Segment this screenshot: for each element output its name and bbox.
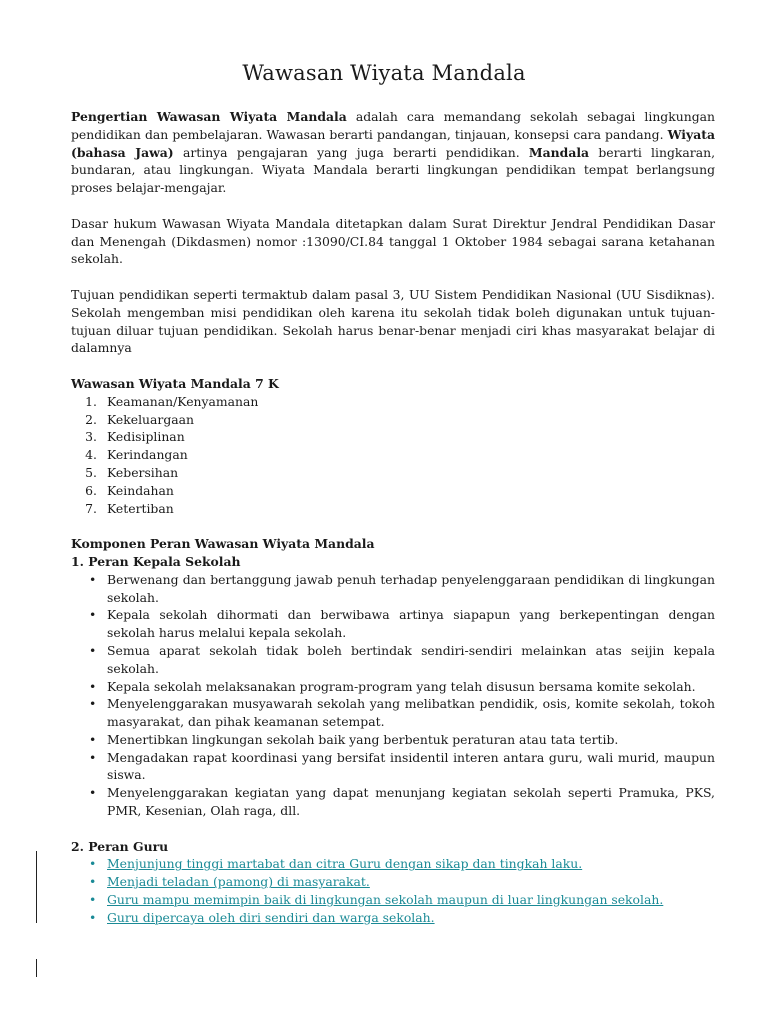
bullet-icon: • [89, 571, 97, 587]
guru-heading: 2. Peran Guru [71, 838, 169, 854]
kepala-sekolah-heading: 1. Peran Kepala Sekolah [71, 553, 241, 569]
list-item: • Kepala sekolah melaksanakan program-program yang telah disusun bersama komite sekolah. [89, 678, 696, 694]
list-item: 4. Kerindangan [85, 447, 188, 463]
bullet-icon: • [89, 642, 97, 658]
bullet-icon: • [89, 892, 97, 908]
list-item: 6. Keindahan [85, 482, 174, 498]
list-item: • Menyelenggarakan musyawarah sekolah yang melibatkan pendidik, osis, komite sekolah, tokoh masyarakat, dan pihak keamanan setempat. [89, 696, 715, 730]
dasar-hukum-paragraph: Dasar hukum Wawasan Wiyata Mandala ditetapkan dalam Surat Direktur Jendral Pendidikan Dasar dan Menengah (Dikdasmen) nomor :13090/CI.84 tanggal 1 Oktober 1984 sebagai sarana ketahanan sekolah. [71, 215, 715, 267]
tujuan-paragraph: Tujuan pendidikan seperti termaktub dalam pasal 3, UU Sistem Pendidikan Nasional (UU Sisdiknas). Sekolah mengemban misi pendidikan oleh karena itu sekolah tidak boleh digunakan untuk tujuan-tujuan diluar tujuan pendidikan. Sekolah harus benar-benar menjadi ciri khas masyarakat belajar di dalamnya [71, 286, 715, 356]
list-item: 1. Keamanan/Kenyamanan [85, 393, 259, 409]
bullet-icon: • [89, 696, 97, 712]
list-item-link[interactable]: • Guru mampu memimpin baik di lingkungan sekolah maupun di luar lingkungan sekolah. [89, 892, 664, 908]
list-item-link[interactable]: • Menjadi teladan (pamong) di masyarakat. [89, 874, 370, 890]
bullet-icon: • [89, 856, 97, 872]
intro-text-1: adalah cara memandang sekolah sebagai lingkungan pendidikan dan pembelajaran. Wawasan berarti pandangan, tinjauan, konsepsi cara pandang. [71, 109, 716, 142]
document-title: Wawasan Wiyata Mandala [242, 61, 526, 85]
list-item: • Kepala sekolah dihormati dan berwibawa artinya siapapun yang berkepentingan dengan sekolah harus melalui kepala sekolah. [89, 607, 715, 641]
bullet-icon: • [89, 678, 97, 694]
intro-term-wawasan: Pengertian Wawasan Wiyata Mandala [71, 109, 347, 124]
intro-paragraph [71, 108, 715, 197]
list-item: 7. Ketertiban [85, 500, 174, 516]
list-item: • Mengadakan rapat koordinasi yang bersifat insidentil interen antara guru, wali murid, maupun siswa. [89, 749, 715, 783]
list-item: • Berwenang dan bertanggung jawab penuh terhadap penyelenggaraan pendidikan di lingkungan sekolah. [89, 571, 715, 605]
intro-text-3: berarti lingkaran, bundaran, atau lingkungan. Wiyata Mandala berarti lingkungan pendidikan tempat berlangsung proses belajar-mengajar. [71, 144, 716, 196]
list-item: • Menertibkan lingkungan sekolah baik yang berbentuk peraturan atau tata tertib. [89, 731, 619, 747]
revision-bar [36, 851, 37, 923]
list-item: 5. Kebersihan [85, 464, 179, 480]
text-cursor [36, 959, 37, 977]
seven-k-list [71, 393, 715, 518]
intro-term-wiyata: Wiyata (bahasa Jawa) [71, 126, 715, 160]
list-item: • Menyelenggarakan kegiatan yang dapat menunjang kegiatan sekolah seperti Pramuka, PKS, PMR, Kesenian, Olah raga, dll. [89, 785, 715, 819]
document-body [71, 108, 715, 927]
seven-k-heading: Wawasan Wiyata Mandala 7 K [71, 375, 279, 391]
list-item-link[interactable]: • Guru dipercaya oleh diri sendiri dan warga sekolah. [89, 909, 435, 925]
bullet-icon: • [89, 785, 97, 801]
bullet-icon: • [89, 749, 97, 765]
kepala-sekolah-list [71, 571, 715, 820]
intro-term-mandala: Mandala [528, 144, 590, 160]
komponen-heading: Komponen Peran Wawasan Wiyata Mandala [71, 536, 375, 552]
list-item: • Semua aparat sekolah tidak boleh bertindak sendiri-sendiri melainkan atas seijin kepala sekolah. [89, 642, 715, 676]
bullet-icon: • [89, 731, 97, 747]
guru-list [71, 855, 715, 926]
list-item-link[interactable]: • Menjunjung tinggi martabat dan citra Guru dengan sikap dan tingkah laku. [89, 856, 583, 872]
bullet-icon: • [89, 607, 97, 623]
list-item: 2. Kekeluargaan [85, 411, 195, 427]
intro-text-2: artinya pengajaran yang juga berarti pendidikan. [173, 144, 529, 160]
bullet-icon: • [89, 874, 97, 890]
list-item: 3. Kedisiplinan [85, 429, 185, 445]
bullet-icon: • [89, 909, 97, 925]
